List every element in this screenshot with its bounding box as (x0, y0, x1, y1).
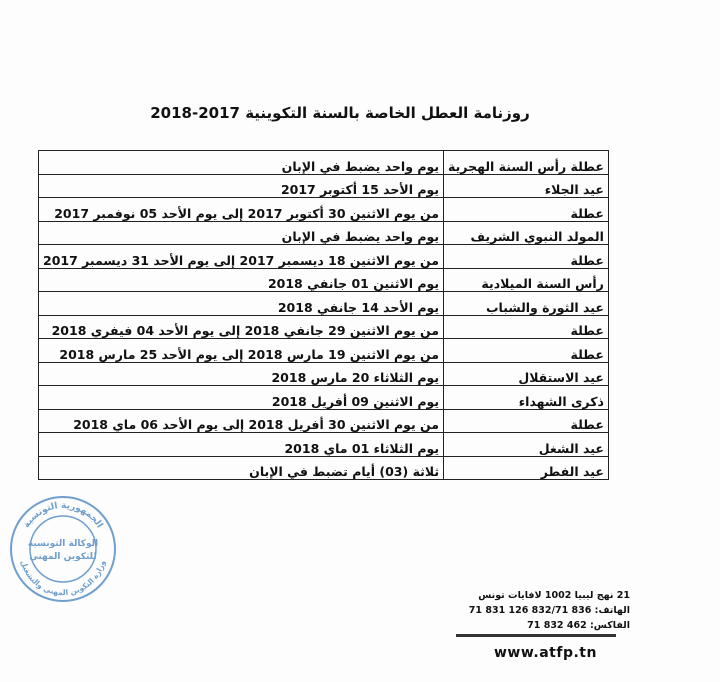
table-row (39, 386, 609, 410)
document-title: روزنامة العطل الخاصة بالسنة التكوينية 2017-2018 (150, 104, 530, 122)
holiday-date: يوم الأحد 14 جانفي 2018 (39, 292, 444, 316)
holiday-date: يوم واحد يضبط في الإبان (39, 151, 444, 175)
holiday-date: من يوم الاثنين 29 جانفي 2018 إلى يوم الأحد 04 فيفري 2018 (39, 315, 444, 339)
table-row (39, 221, 609, 245)
table-row (39, 315, 609, 339)
table-row (39, 409, 609, 433)
table-row (39, 433, 609, 457)
holiday-date: يوم الاثنين 01 جانفي 2018 (39, 268, 444, 292)
holiday-name: عيد الجلاء (444, 174, 609, 198)
holiday-name: عيد الفطر (444, 456, 609, 480)
holiday-name: ذكرى الشهداء (444, 386, 609, 410)
holiday-name: عطلة (444, 409, 609, 433)
official-stamp (8, 494, 118, 604)
table-row (39, 456, 609, 480)
footer-divider (456, 634, 616, 637)
holiday-name: عيد الثورة والشباب (444, 292, 609, 316)
footer-address: 21 نهج ليبيا 1002 لافايات تونس (478, 590, 630, 601)
holiday-name: عطلة (444, 198, 609, 222)
table-row (39, 268, 609, 292)
holiday-name: عطلة (444, 245, 609, 269)
stamp-inner-line2: للتكوين المهني (29, 552, 97, 562)
holiday-date: يوم الثلاثاء 01 ماي 2018 (39, 433, 444, 457)
footer-fax: الفاكس: 462 832 71 (527, 620, 630, 631)
table-row (39, 174, 609, 198)
holiday-date: من يوم الاثنين 18 ديسمبر 2017 إلى يوم الأحد 31 ديسمبر 2017 (39, 245, 444, 269)
holiday-date: يوم واحد يضبط في الإبان (39, 221, 444, 245)
holiday-date: يوم الأحد 15 أكتوبر 2017 (39, 174, 444, 198)
holiday-name: عيد الاستقلال (444, 362, 609, 386)
holiday-name: عطلة (444, 339, 609, 363)
footer-phone: الهاتف: 836 832/71 126 831 71 (468, 605, 630, 616)
holiday-name: عطلة (444, 315, 609, 339)
table-row (39, 198, 609, 222)
footer-contact (470, 588, 630, 633)
holiday-date: يوم الاثنين 09 أفريل 2018 (39, 386, 444, 410)
holiday-date: يوم الثلاثاء 20 مارس 2018 (39, 362, 444, 386)
table-row (39, 362, 609, 386)
holiday-date: ثلاثة (03) أيام تضبط في الإبان (39, 456, 444, 480)
stamp-inner-line1: الوكالة التونسية (27, 539, 99, 549)
holiday-date: من يوم الاثنين 30 أكتوبر 2017 إلى يوم الأحد 05 نوفمبر 2017 (39, 198, 444, 222)
table-row (39, 245, 609, 269)
holiday-table (38, 150, 609, 480)
holiday-name: المولد النبوي الشريف (444, 221, 609, 245)
table-row (39, 292, 609, 316)
website-link[interactable]: www.atfp.tn (494, 645, 597, 661)
holiday-name: عيد الشغل (444, 433, 609, 457)
holiday-name: رأس السنة الميلادية (444, 268, 609, 292)
holiday-date: من يوم الاثنين 19 مارس 2018 إلى يوم الأحد 25 مارس 2018 (39, 339, 444, 363)
holiday-name: عطلة رأس السنة الهجرية (444, 151, 609, 175)
table-row (39, 151, 609, 175)
stamp-outer-text: الجمهورية التونسية (21, 500, 105, 530)
holiday-date: من يوم الاثنين 30 أفريل 2018 إلى يوم الأحد 06 ماي 2018 (39, 409, 444, 433)
table-row (39, 339, 609, 363)
stamp-bottom-text: وزارة التكوين المهني والتشغيل (18, 559, 107, 598)
